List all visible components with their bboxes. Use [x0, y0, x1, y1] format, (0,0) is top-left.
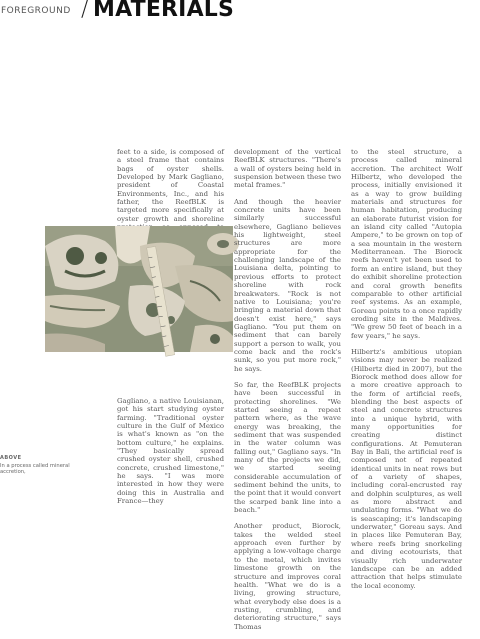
paragraph: Hilbertz's ambitious utopian visions may never be realized (Hilbertz died in 2007), but the Biorock method does allow for a more creative approach to the form of artificial reefs, blending the best aspects of steel and concrete structures into a unique hybrid, with many opportunities for creating distinct configurations. At Pemuteran Bay in Bali, the artificial reef is composed not of repeated identical units in neat rows but of a variety of shapes, including coral-encrusted ray and dolphin sculptures, as well as more abstract and undulating forms. "What we do is seascaping; it's landscaping underwater," Goreau says. And in places like Pemuteran Bay, where reefs bring snorkeling and diving ecotourists, that visually rich underwater landscape can be an added attraction that helps stimulate the local economy. — [351, 347, 462, 590]
caption-label: ABOVE — [0, 455, 22, 461]
paragraph: to the steel structure, a process called mineral accretion. The architect Wolf Hilbertz, who developed the process, initially envisioned it as a way to grow building materials and structures for human habitation, producing an elaborate futurist vision for an island city called "Autopia Ampere," to be grown on top of a sea mountain in the western Mediterranean. The Biorock reefs haven't yet been used to form an entire island, but they do exhibit shoreline protection and coral growth benefits comparable to other artificial reef systems. As an example, Goreau points to a once rapidly eroding site in the Maldives. "We grew 50 feet of beach in a few years," he says. — [351, 148, 462, 340]
photo-illustration — [45, 226, 233, 352]
photo-caption — [0, 455, 70, 476]
paragraph: And though the heavier concrete units have been similarly successful elsewhere, Gagliano believes his lightweight, steel structures are more appropriate for the challenging landscape of the Louisiana delta, pointing to previous efforts to protect shoreline with rock breakwaters. "Rock is not native to Louisiana; you're bringing a material down that doesn't exist here," says Gagliano. "You put them on sediment that can barely support a person to walk, you come back and the rock's sunk, so you put more rock," he says. — [234, 197, 341, 373]
coral-encrusted-objects-photo — [45, 226, 233, 352]
title-slash: / — [81, 0, 89, 22]
paragraph: Gagliano, a native Louisianan, got his start studying oyster farming. "Traditional oyster culture in the Gulf of Mexico is what's known as "on the bottom culture," he explains. "They basically spread crushed oyster shell, crushed concrete, crushed limestone," he says. "I was more interested in how they were doing this in Australia and France—they — [117, 397, 224, 506]
article-column-3 — [234, 148, 341, 639]
paragraph: development of the vertical ReefBLK structures. "There's a wall of oysters being held in suspension between these two metal frames." — [234, 148, 341, 190]
paragraph: feet to a side, is composed of a steel frame that contains bags of oyster shells. Developed by Mark Gagliano, president of Coastal Environments, Inc., and his father, the ReefBLK is targeted more specifically at oyster growth and shoreline — [117, 148, 224, 223]
caption-text: In a process called mineral accretion, — [0, 463, 70, 476]
section-kicker: FOREGROUND — [1, 6, 71, 16]
paragraph: Another product, Biorock, takes the welded steel approach even further by applying a low-voltage charge to the metal, which invites limestone growth on the structure and improves coral health. "What we do is a living, growing structure, what everybody else does is a rusting, crumbling, and deteriorating structure," says Thomas — [234, 522, 341, 631]
article-column-4 — [351, 148, 462, 598]
paragraph: So far, the ReefBLK projects have been successful in protecting shorelines. "We started seeing a repeat pattern where, as the wave energy was breaking, the sediment that was suspended in the water column was falling out," Gagliano says. "In many of the projects we did, we started seeing considerable accumulation of sediment behind the units, to the point that it would convert the scarped bank line into a beach." — [234, 380, 341, 515]
page-title: MATERIALS — [93, 0, 235, 22]
page-header — [0, 0, 480, 28]
article-column-2 — [117, 397, 224, 513]
